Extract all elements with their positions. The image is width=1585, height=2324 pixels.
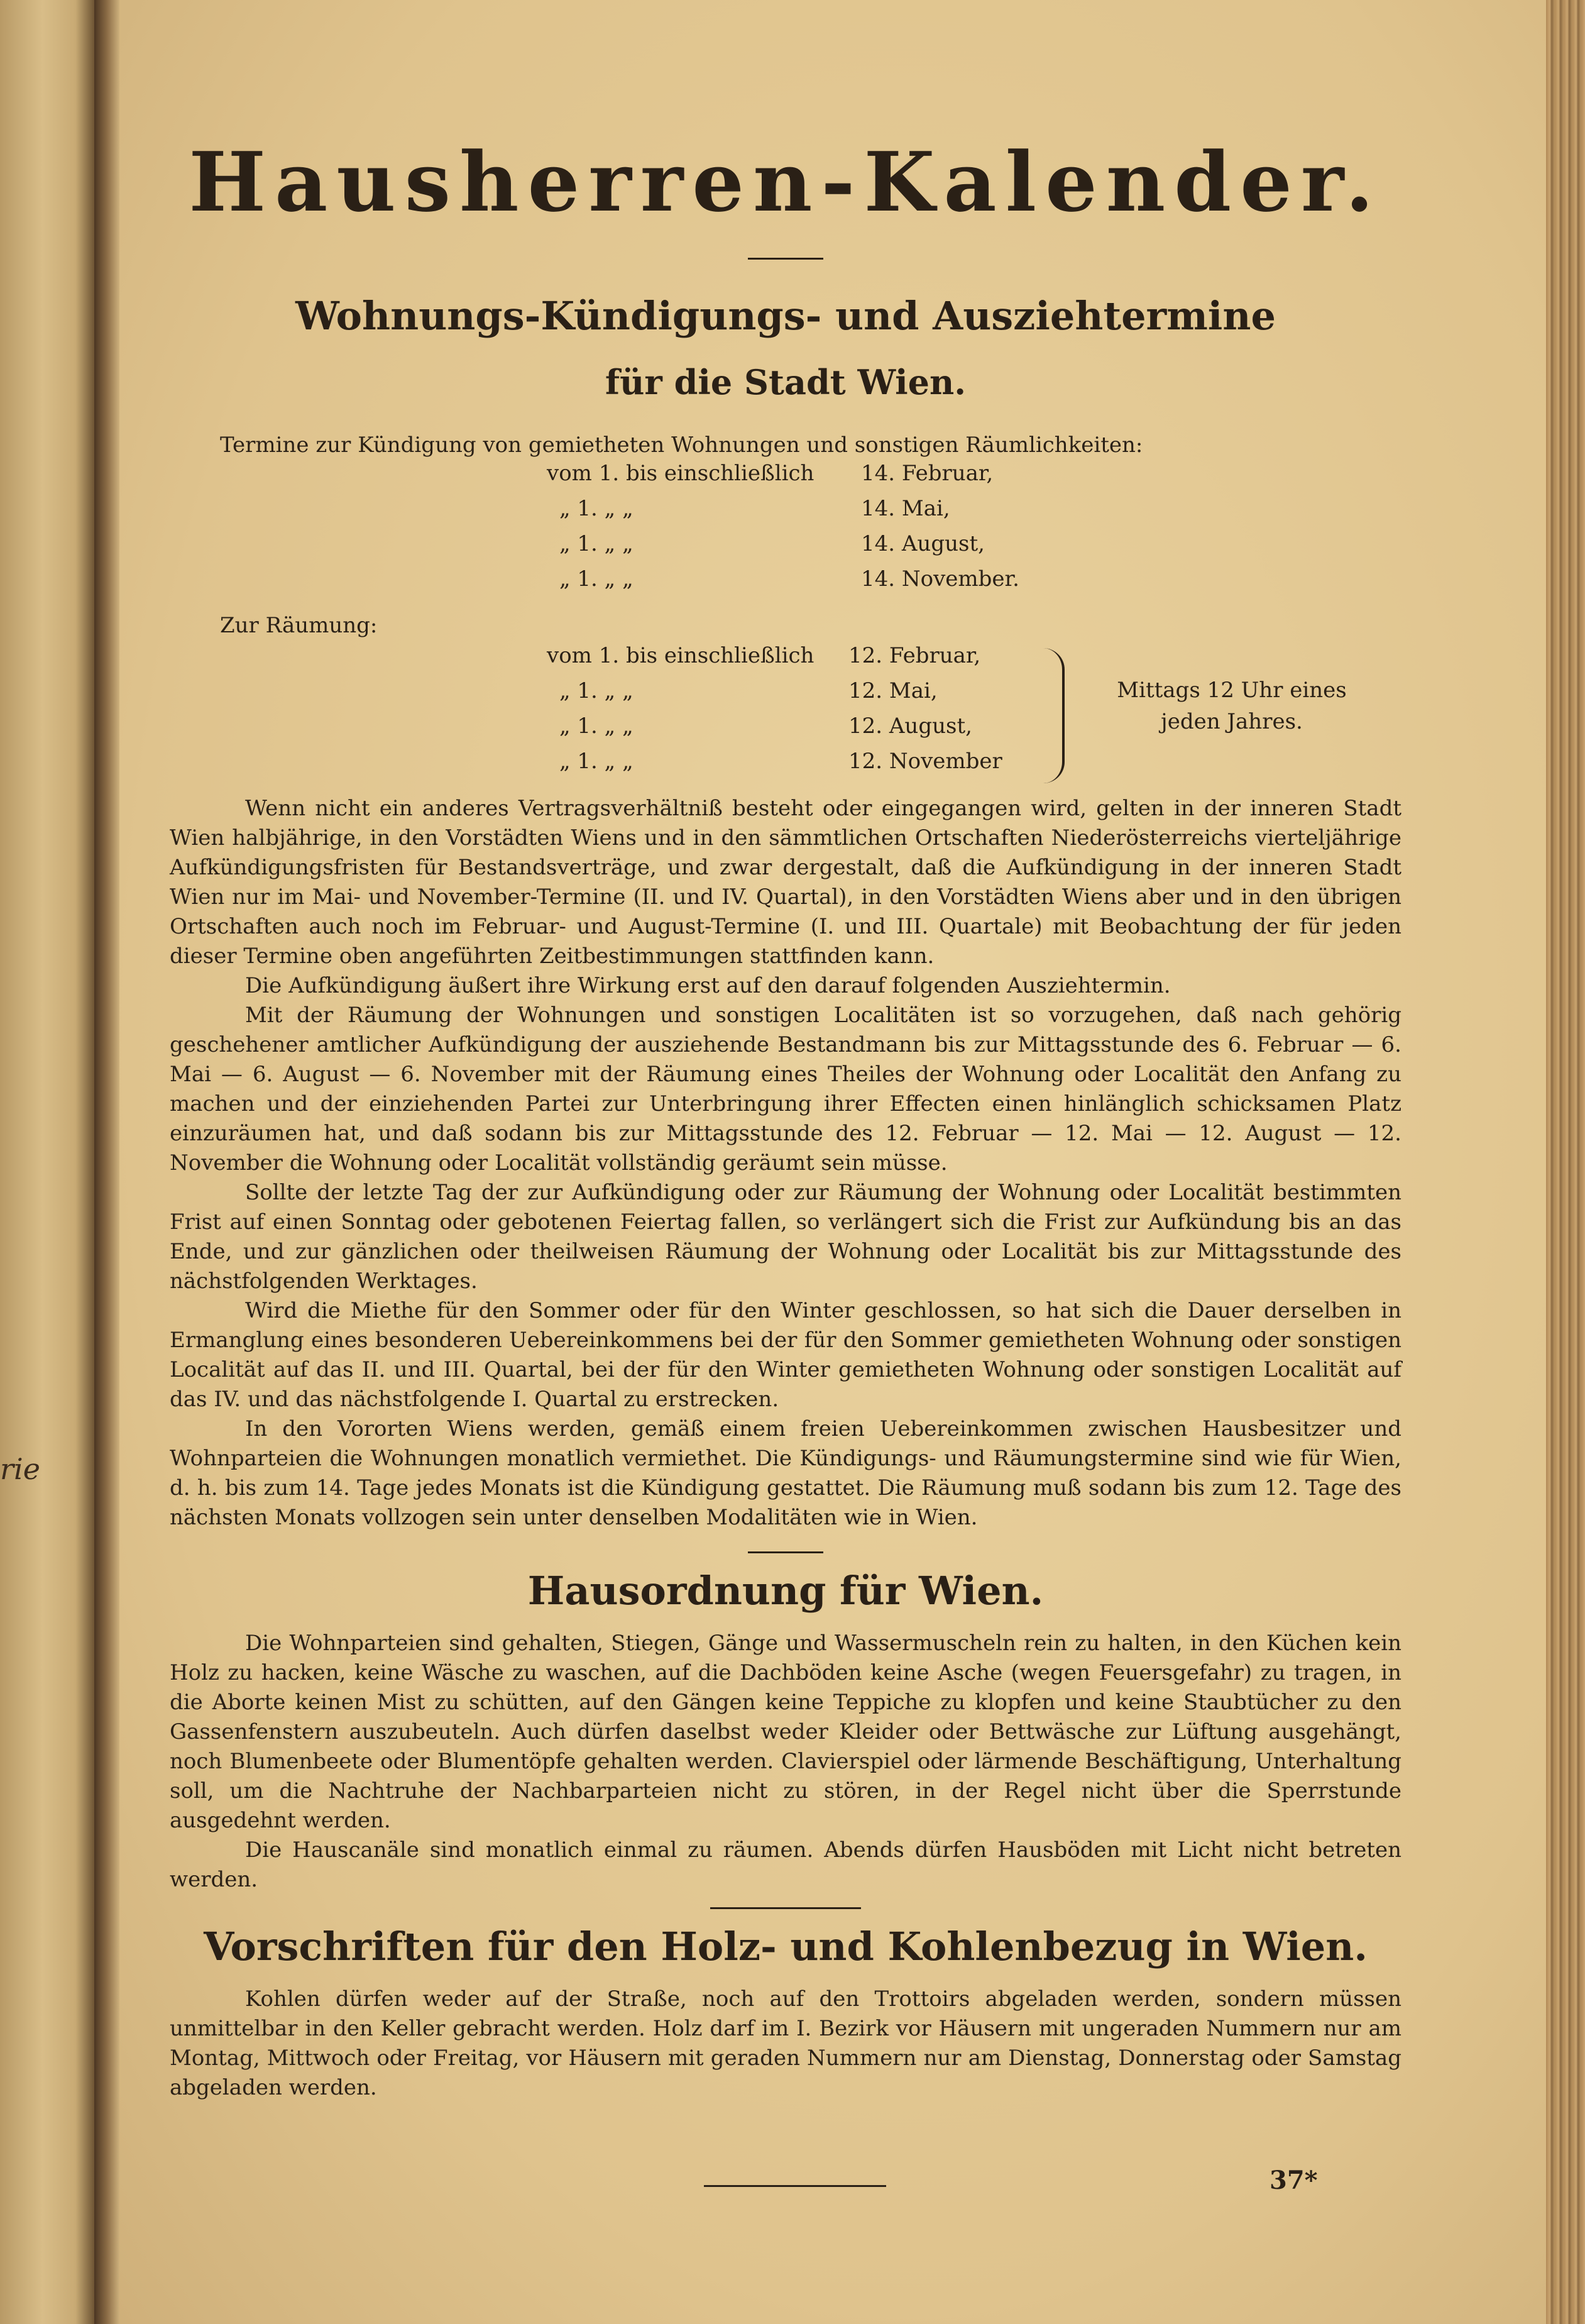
paragraph: Kohlen dürfen weder auf der Straße, noch auf den Trottoirs abgeladen werden, sondern müssen unmittelbar in den Keller gebracht werden. Holz darf im I. Bezirk vor Häusern mit ungeraden Nummern nur am Montag, Mittwoch oder Freitag, vor Häusern mit geraden Nummern nur am Dienstag, Donnerstag oder Samstag abgeladen werden. (170, 1986, 1401, 2100)
kuendigung-lead: „ 1. „ „ (559, 531, 633, 556)
kuendigung-row (170, 566, 1401, 602)
kuendigung-date: 14. November. (861, 566, 1019, 592)
kuendigung-row (170, 531, 1401, 566)
footer-rule (704, 2185, 886, 2187)
kuendigung-lead: „ 1. „ „ (559, 566, 633, 592)
paragraph: Wird die Miethe für den Sommer oder für den Winter geschlossen, so hat sich die Dauer derselben in Ermanglung eines besonderen Uebereinkommens bei der für den Sommer gemietheten Wohnung oder sonstigen Localität auf das II. und III. Quartal, bei der für den Winter gemietheten Wohnung oder sonstigen Localität auf das IV. und das nächstfolgende I. Quartal zu erstrecken. (170, 1298, 1401, 1412)
paragraph: Sollte der letzte Tag der zur Aufkündigung oder zur Räumung der Wohnung oder Localität bestimmten Frist auf einen Sonntag oder gebotenen Feiertag fallen, so verlängert sich die Frist zur Aufkündung bis an das Ende, und zur gänzlichen oder theilweisen Räumung der Wohnung oder Localität bis zur Mittagsstunde des nächstfolgenden Werktages. (170, 1180, 1401, 1294)
kuendigung-list (170, 461, 1401, 602)
book-gutter (94, 0, 119, 2324)
facing-page (0, 0, 94, 2324)
paragraph: Wenn nicht ein anderes Vertragsverhältniß besteht oder eingegangen wird, gelten in der inneren Stadt Wien halbjährige, in den Vorstädten Wiens und in den sämmtlichen Ortschaften Niederösterreichs vierteljährige Aufkündigungsfristen für Bestandsverträge, und zwar dergestalt, daß die Aufkündigung in der inneren Stadt Wien nur im Mai- und November-Termine (II. und IV. Quartal), in den Vorstädten Wiens aber und in den übrigen Ortschaften auch noch im Februar- und August-Termine (I. und III. Quartale) mit Beobachtung der für jeden dieser Termine oben angeführten Zeitbestimmungen stattfinden kann. (170, 796, 1401, 969)
raeumung-lead: „ 1. „ „ (559, 749, 633, 774)
raeumung-row (170, 643, 1401, 678)
kuendigung-intro: Termine zur Kündigung von gemietheten Wohnungen und sonstigen Räumlichkeiten: (220, 432, 1143, 458)
kuendigung-lead: vom 1. bis einschließlich (547, 461, 814, 486)
kuendigung-date: 14. August, (861, 531, 985, 556)
section-heading-vorschriften: Vorschriften für den Holz- und Kohlenbezug in Wien. (204, 1924, 1368, 1969)
raeumung-row (170, 749, 1401, 784)
facing-page-fragment: rie (0, 1452, 40, 1486)
kuendigung-date: 14. Mai, (861, 496, 950, 521)
raeumung-date: 12. November (848, 749, 1002, 774)
page-content (170, 134, 1401, 2103)
raeumung-lead: „ 1. „ „ (559, 713, 633, 739)
paragraph: In den Vororten Wiens werden, gemäß einem freien Uebereinkommen zwischen Hausbesitzer und Wohnparteien die Wohnungen monatlich vermiethet. Die Kündigungs- und Räumungstermine sind wie für Wien, d. h. bis zum 14. Tage jedes Monats ist die Kündigung gestattet. Die Räumung muß sodann bis zum 12. Tage des nächsten Monats vollzogen sein unter denselben Modalitäten wie in Wien. (170, 1416, 1401, 1530)
raeumung-date: 12. Mai, (848, 678, 938, 703)
paragraph: Mit der Räumung der Wohnungen und sonstigen Localitäten ist so vorzugehen, daß nach gehörig geschehener amtlicher Aufkündigung der ausziehende Bestandmann bis zur Mittagsstunde des 6. Februar — 6. Mai — 6. August — 6. November mit der Räumung eines Theiles der Wohnung oder Localität den Anfang zu machen und der einziehenden Partei zur Unterbringung ihrer Effecten einen hinlänglich schicksamen Platz einzuräumen hat, und daß sodann bis zur Mittagsstunde des 12. Februar — 12. Mai — 12. August — 12. November die Wohnung oder Localität vollständig geräumt sein müsse. (170, 1003, 1401, 1176)
paragraph: Die Hauscanäle sind monatlich einmal zu räumen. Abends dürfen Hausböden mit Licht nicht betreten werden. (170, 1837, 1401, 1892)
divider (748, 258, 823, 260)
raeumung-note: Mittags 12 Uhr eines jeden Jahres. (1117, 678, 1347, 734)
kuendigung-row (170, 461, 1401, 496)
kuendigung-date: 14. Februar, (861, 461, 994, 486)
paragraph: Die Aufkündigung äußert ihre Wirkung erst auf den darauf folgenden Ausziehtermin. (245, 973, 1171, 998)
page-edges (1546, 0, 1585, 2324)
raeumung-date: 12. August, (848, 713, 972, 739)
kuendigung-lead: „ 1. „ „ (559, 496, 633, 521)
divider (710, 1907, 861, 1909)
page-number: 37* (1270, 2166, 1318, 2195)
raeumung-lead: vom 1. bis einschließlich (547, 643, 814, 668)
raeumung-label: Zur Räumung: (220, 613, 378, 638)
divider (748, 1551, 823, 1553)
paragraph: Die Wohnparteien sind gehalten, Stiegen, Gänge und Wassermuscheln rein zu halten, in den Küchen kein Holz zu hacken, keine Wäsche zu waschen, auf die Dachböden keine Asche (wegen Feuersgefahr) zu tragen, in die Aborte keinen Mist zu schütten, auf den Gängen keine Teppiche zu klopfen und keine Staubtücher zu den Gassenfenstern auszubeuteln. Auch dürfen daselbst weder Kleider oder Bettwäsche zur Lüftung ausgehängt, noch Blumenbeete oder Blumentöpfe gehalten werden. Clavierspiel oder lärmende Beschäftigung, Unterhaltung soll, um die Nachtruhe der Nachbarparteien nicht zu stören, in der Regel nicht über die Sperrstunde ausgedehnt werden. (170, 1631, 1401, 1833)
page-title: Hausherren-Kalender. (189, 134, 1383, 230)
kuendigung-row (170, 496, 1401, 531)
section-heading-termine: Wohnungs-Kündigungs- und Ausziehtermine (295, 293, 1276, 339)
raeumung-date: 12. Februar, (848, 643, 981, 668)
section-heading-hausordnung: Hausordnung für Wien. (527, 1568, 1044, 1614)
raeumung-lead: „ 1. „ „ (559, 678, 633, 703)
curly-brace (1043, 648, 1065, 783)
section-subheading: für die Stadt Wien. (605, 362, 967, 402)
raeumung-list (170, 643, 1401, 794)
